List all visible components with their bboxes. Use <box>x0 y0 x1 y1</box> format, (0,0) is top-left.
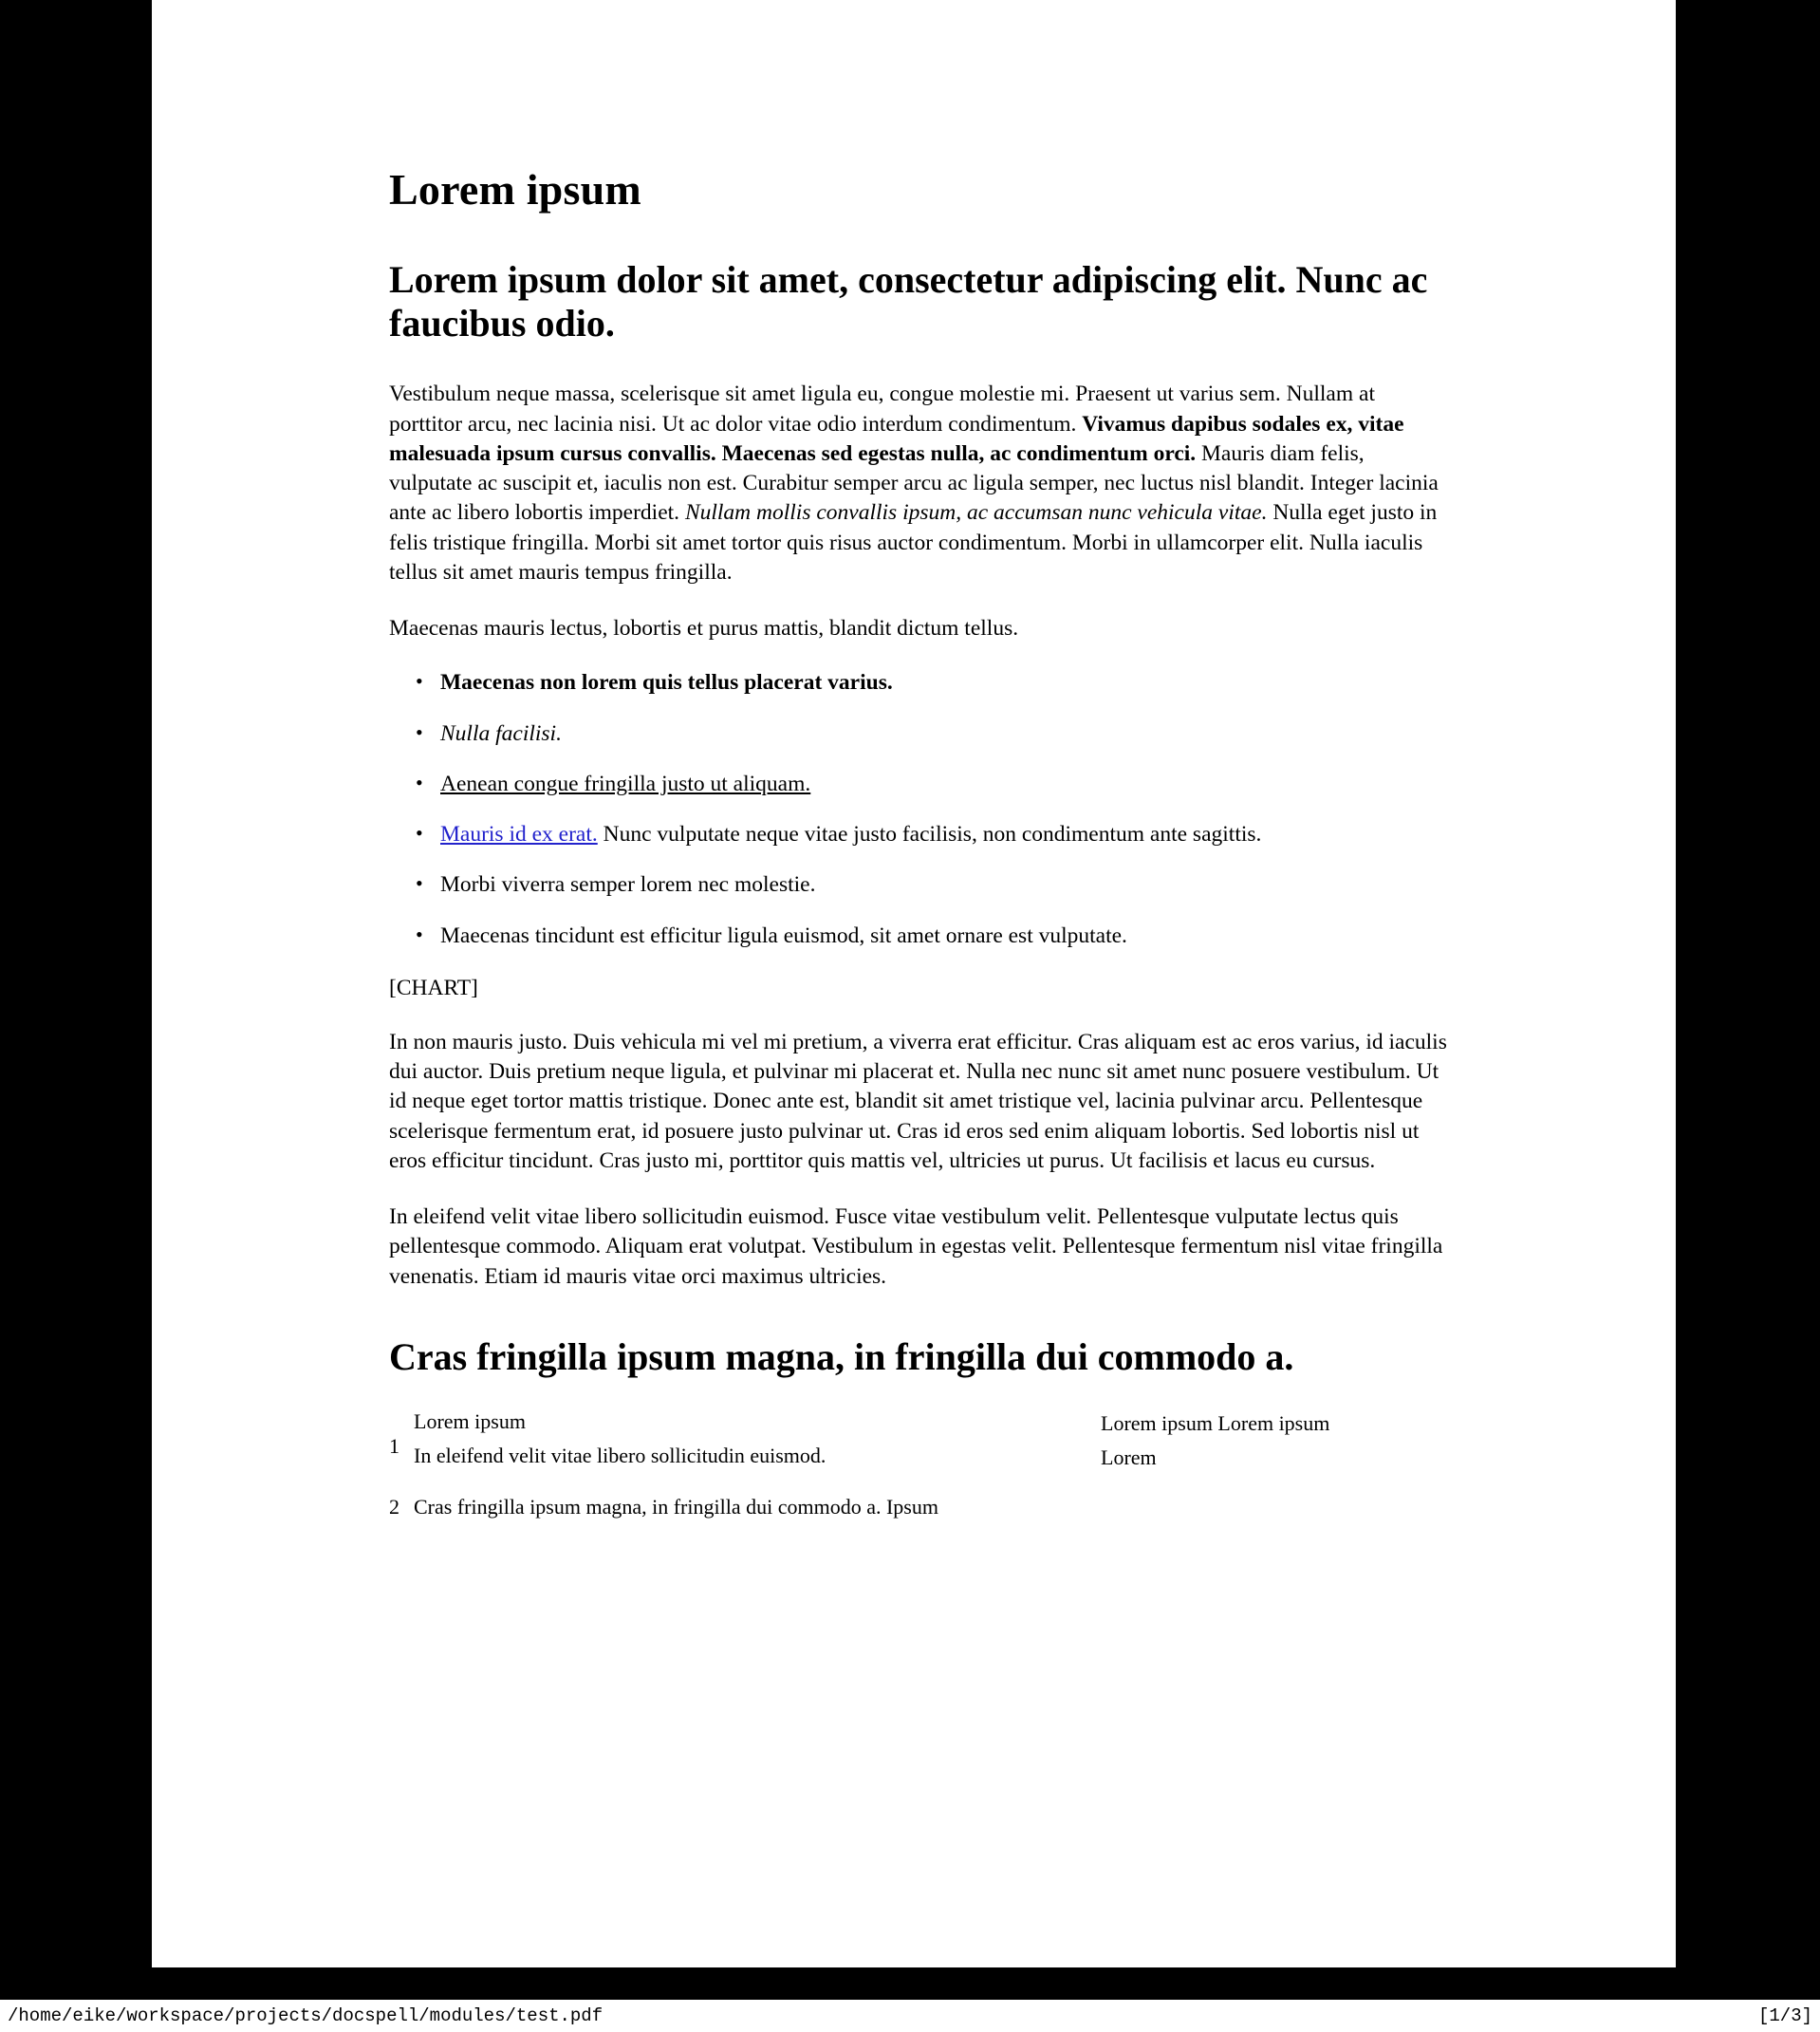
paragraph-1-part3: Nulla eget justo in felis tristique fringilla. Morbi sit amet tortor quis risus auctor condimentum. Morbi in ullamcorper elit. Nulla iaculis tellus sit amet mauris tempus fringilla. <box>389 500 1438 585</box>
paragraph-1-part2: Mauris diam felis, vulputate ac suscipit et, iaculis non est. Curabitur semper arcu ac ligula semper, nec luctus nisl blandit. Integer lacinia ante ac libero lobortis imperdiet. <box>389 440 1439 526</box>
list-item-label: Nunc vulputate neque vitae justo facilisis, non condimentum ante sagittis. <box>597 822 1262 848</box>
page-indicator: [1/3] <box>1757 2005 1812 2026</box>
paragraph-3: In non mauris justo. Duis vehicula mi vel mi pretium, a viverra erat efficitur. Cras aliquam est ac eros varius, id iaculis dui auctor. Duis pretium neque ligula, et pulvinar mi placerat et. Nulla nec nunc sit amet nunc posuere vestibulum. Ut id neque eget tortor mattis tristique. Donec ante est, blandit sit amet tristique vel, lacinia pulvinar arcu. Pellentesque scelerisque fermentum erat, id posuere justo pulvinar ut. Cras id eros sed enim aliquam lobortis. Sed lobortis nisl ut eros efficitur tincidunt. Cras justo mi, porttitor quis mattis vel, ultricies ut purus. Ut facilisis et lacus eu cursus. <box>389 1029 1447 1173</box>
content-table <box>389 1407 1447 1520</box>
paragraph-4: In eleifend velit vitae libero sollicitudin euismod. Fusce vitae vestibulum velit. Pellentesque vulputate lectus quis pellentesque commodo. Aliquam erat volutpat. Vestibulum in egestas velit. Pellentesque fermentum nisl vitae fringilla venenatis. Etiam id mauris vitae orci maximus ultricies. <box>389 1204 1443 1289</box>
bullet-list <box>389 668 1447 951</box>
inline-link[interactable]: Mauris id ex erat. <box>440 822 598 848</box>
paragraph-1-part1: Vestibulum neque massa, scelerisque sit amet ligula eu, congue molestie mi. Praesent ut varius sem. Nullam at porttitor arcu, nec lacinia nisi. Ut ac dolor vitae odio interdum condimentum. <box>389 382 1375 437</box>
list-item <box>440 719 1447 749</box>
table-row-number: 1 <box>389 1434 399 1459</box>
list-item <box>440 820 1447 849</box>
table-cell-right-line2: Lorem <box>1101 1445 1157 1469</box>
paragraph-1 <box>389 380 1447 587</box>
table-cell-right <box>1078 1407 1447 1471</box>
chart-placeholder: [CHART] <box>389 975 478 1000</box>
table-cell-main: Cras fringilla ipsum magna, in fringilla dui commodo a. Ipsum <box>414 1494 938 1519</box>
pdf-page[interactable] <box>152 0 1676 1967</box>
list-item <box>440 668 1447 698</box>
table-cell-line2: In eleifend velit vitae libero sollicitudin euismod. <box>414 1443 826 1467</box>
list-item-label: Morbi viverra semper lorem nec molestie. <box>440 872 816 898</box>
list-item-label: Maecenas non lorem quis tellus placerat varius. <box>440 670 893 696</box>
table-cell-main <box>410 1407 1078 1469</box>
table-cell-line1: Lorem ipsum <box>414 1409 526 1434</box>
paragraph-1-bold1: Vivamus dapibus sodales ex, vitae malesuada ipsum cursus convallis. Maecenas sed egestas nulla, ac condimentum orci. <box>389 411 1404 466</box>
page-title: Lorem ipsum <box>389 165 641 214</box>
table-row <box>389 1407 1447 1471</box>
page-content <box>389 166 1447 1520</box>
paragraph-2: Maecenas mauris lectus, lobortis et purus mattis, blandit dictum tellus. <box>389 616 1019 642</box>
table-row-number: 2 <box>389 1494 399 1519</box>
paragraph-1-italic1: Nullam mollis convallis ipsum, ac accumsan nunc vehicula vitae. <box>684 500 1268 526</box>
file-path-label: /home/eike/workspace/projects/docspell/modules/test.pdf <box>8 2005 604 2026</box>
table-row <box>389 1493 1447 1521</box>
list-item-label: Aenean congue fringilla justo ut aliquam. <box>440 771 811 796</box>
list-item <box>440 870 1447 900</box>
section-heading-primary: Lorem ipsum dolor sit amet, consectetur adipiscing elit. Nunc ac faucibus odio. <box>389 257 1428 345</box>
section-heading-secondary: Cras fringilla ipsum magna, in fringilla dui commodo a. <box>389 1334 1294 1378</box>
list-item-label: Nulla facilisi. <box>440 720 562 746</box>
list-item-label: Maecenas tincidunt est efficitur ligula euismod, sit amet ornare est vulputate. <box>440 923 1127 948</box>
list-item <box>440 770 1447 799</box>
status-bar <box>0 2000 1820 2032</box>
table-cell-right-line1: Lorem ipsum Lorem ipsum <box>1101 1411 1330 1436</box>
list-item <box>440 922 1447 951</box>
